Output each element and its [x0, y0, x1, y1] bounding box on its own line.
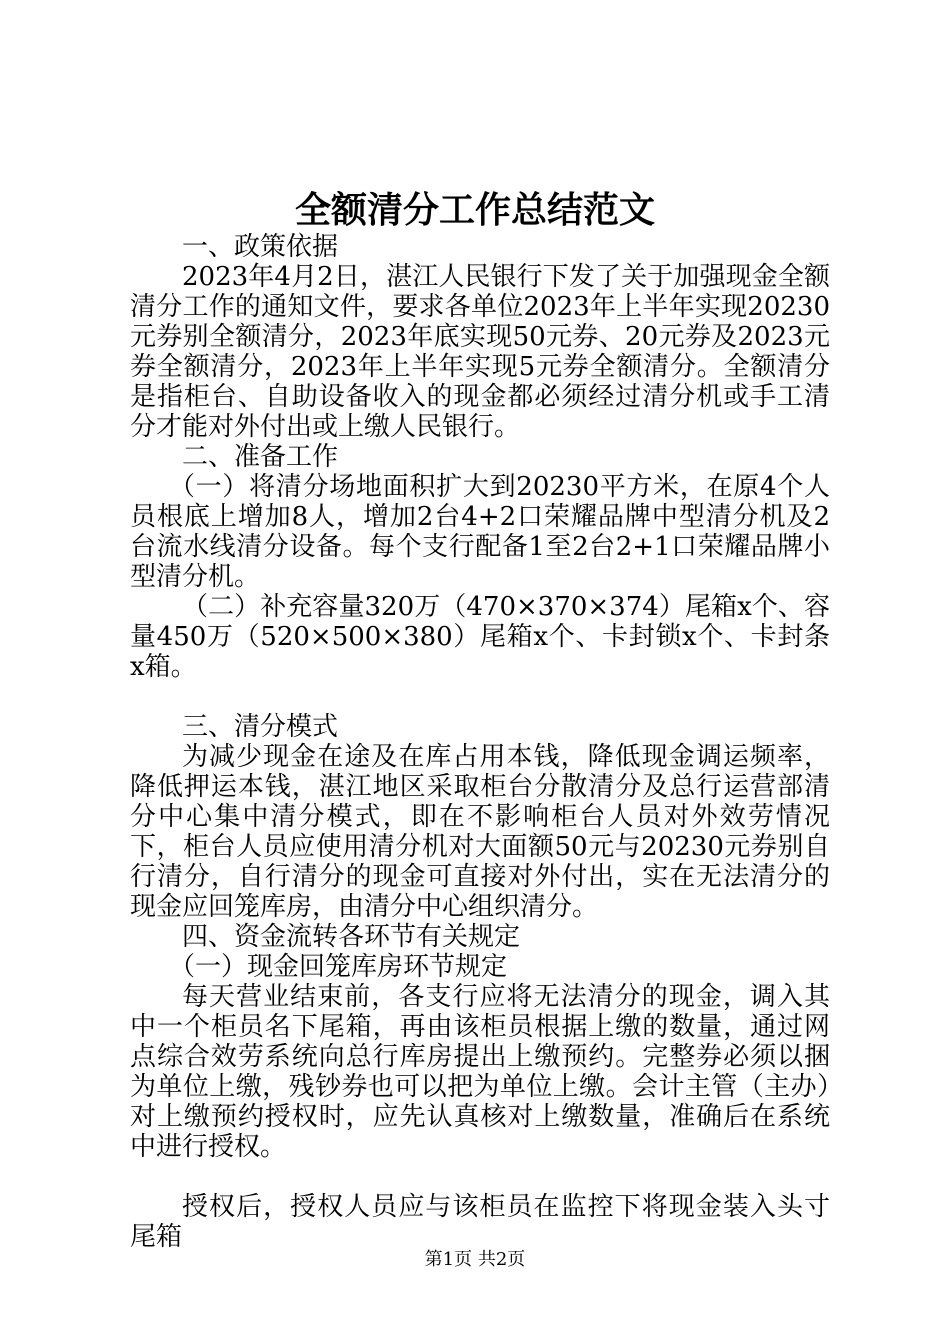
paragraph-return-rules: 每天营业结束前，各支行应将无法清分的现金，调入其中一个柜员名下尾箱，再由该柜员根据上缴的数量，通过网点综合效劳系统向总行库房提出上缴预约。完整券必须以捆为单位上缴，残钞券也可以把为单位上缴。会计主管（主办）对上缴预约授权时，应先认真核对上缴数量，准确后在系统中进行授权。	[130, 982, 830, 1162]
document-body	[130, 232, 830, 1252]
blank-line	[130, 682, 830, 712]
document-title: 全额清分工作总结范文	[294, 189, 655, 231]
subheading-return-rules: （一）现金回笼库房环节规定	[169, 952, 508, 982]
blank-line	[130, 1162, 830, 1192]
paragraph-authorization: 授权后，授权人员应与该柜员在监控下将现金装入头寸尾箱	[130, 1192, 830, 1252]
section-heading-policy: 一、政策依据	[182, 232, 339, 262]
paragraph-policy: 2023年4月2日，湛江人民银行下发了关于加强现金全额清分工作的通知文件，要求各单位2023年上半年实现20230元券别全额清分，2023年底实现50元券、20元券及2023元券全额清分，2023年上半年实现5元券全额清分。全额清分是指柜台、自助设备收入的现金都必须经过清分机或手工清分才能对外付出或上缴人民银行。	[130, 262, 830, 442]
section-heading-mode: 三、清分模式	[182, 712, 339, 742]
paragraph-mode: 为减少现金在途及在库占用本钱，降低现金调运频率，降低押运本钱，湛江地区采取柜台分散清分及总行运营部清分中心集中清分模式，即在不影响柜台人员对外效劳情况下，柜台人员应使用清分机对大面额50元与20230元券别自行清分，自行清分的现金可直接对外付出，实在无法清分的现金应回笼库房，由清分中心组织清分。	[130, 742, 830, 922]
page-footer: 第1页 共2页	[424, 1249, 526, 1270]
section-heading-rules: 四、资金流转各环节有关规定	[182, 922, 521, 952]
paragraph-preparation-2: （二）补充容量320万（470×370×374）尾箱x个、容量450万（520×500×380）尾箱x个、卡封锁x个、卡封条x箱。	[130, 592, 830, 682]
paragraph-preparation-1: （一）将清分场地面积扩大到20230平方米，在原4个人员根底上增加8人，增加2台4+2口荣耀品牌中型清分机及2台流水线清分设备。每个支行配备1至2台2+1口荣耀品牌小型清分机。	[130, 472, 830, 592]
section-heading-preparation: 二、准备工作	[182, 442, 339, 472]
